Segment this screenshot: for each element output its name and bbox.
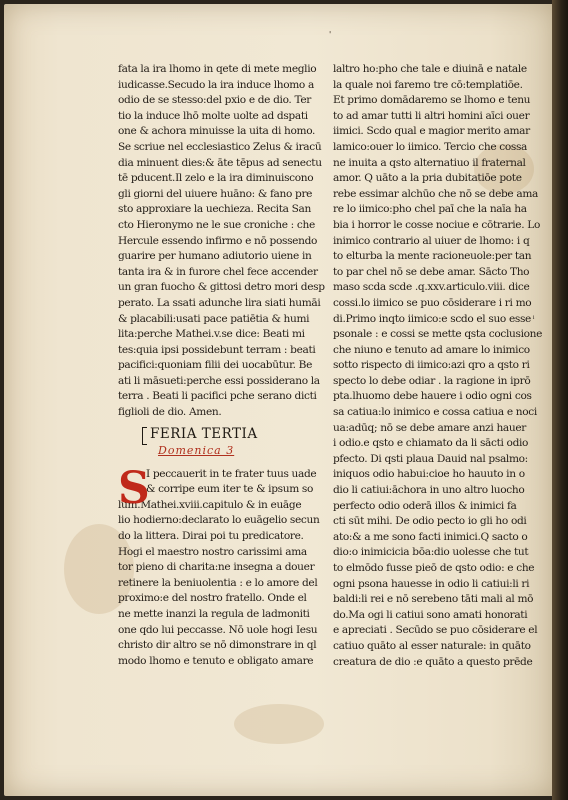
text-line: to elturba la mente racioneuole:per tan — [333, 250, 532, 263]
text-line: tes:quia ipsi possidebunt terram : beati — [118, 343, 316, 356]
text-line: one & achora minuisse la uita di homo. — [118, 125, 316, 138]
text-line: iniquos odio habui:cioe ho hauuto in o — [333, 468, 525, 481]
right-text-column — [333, 62, 547, 670]
text-line: fata la ira lhomo in qete di mete meglio — [118, 63, 317, 75]
text-line: maso scda scde .q.xxv.articulo.viii. dice — [333, 281, 530, 294]
heading-bracket — [142, 427, 147, 445]
text-line: tio la induce lhō molte uolte ad dspati — [118, 109, 308, 122]
text-line: amor. Q uāto a la pria dubitatiōe pote — [333, 172, 522, 185]
text-line: & corripe eum iter te & ipsum so — [146, 483, 314, 496]
paper-stain — [234, 704, 324, 744]
text-line: pacifici:quoniam filii dei uocabūtur. Be — [118, 359, 313, 372]
text-line: ne inuita a qsto alternatiuo il fraternal — [333, 156, 526, 169]
text-line: tor pieno di charita:ne insegna a douer — [118, 561, 315, 574]
text-line: & placabili:usati pace patiētia & humi — [118, 312, 310, 325]
text-line: tē pducent.Il zelo e la ira diminuiscono — [118, 172, 314, 185]
right-column-lines — [333, 62, 547, 670]
text-line: Et primo domādaremo se lhomo e tenu — [333, 94, 531, 107]
text-line: pfecto. Di qsti plaua Dauid nal psalmo: — [333, 452, 528, 465]
text-line: i odio.e qsto e chiamato da li sācti odio — [333, 437, 529, 450]
text-line: retinere la beniuolentia : e lo amore del — [118, 576, 318, 589]
text-line: tanta ira & in furore chel fece accender — [118, 265, 318, 278]
text-line: figlioli de dio. Amen. — [118, 406, 222, 419]
left-text-column — [118, 62, 326, 669]
text-line: to par chel nō se debe amar. Sācto Tho — [333, 265, 530, 278]
text-line: lio hodierno:declarato lo euāgelio secun — [118, 514, 320, 527]
text-line: christo dir altro se nō dimonstrare in ql — [118, 639, 317, 652]
drop-cap-lines — [118, 467, 326, 498]
text-line: perfecto odio oderā illos & inimici fa — [333, 499, 517, 512]
text-line: to ad amar tutti li altri homini aīci ouer — [333, 109, 530, 122]
text-line: ne mette inanzi la regula de ladmoniti — [118, 608, 310, 620]
text-line: modo lhomo e tenuto e obligato amare — [118, 654, 314, 667]
text-line: I peccauerit in te frater tuus uade — [146, 467, 317, 480]
text-line: ua:adūq; nō se debe amare anzi hauer — [333, 421, 527, 434]
text-line: re lo iimico:pho chel paī che la naīa ha — [333, 203, 527, 216]
text-line: one qdo lui peccasse. Nō uole hogi Iesu — [118, 623, 318, 636]
text-line: Hercule essendo infirmo e nō possendo — [118, 234, 318, 247]
text-line: creatura de dio :e quāto a questo prēde — [333, 655, 533, 668]
text-line: perato. La ssati adunche lira siati humāi — [118, 296, 321, 309]
text-line: psonale : e cossi se mette qsta coclusione — [333, 328, 543, 341]
text-line: e apreciati . Secūdo se puo cōsiderare el — [333, 624, 538, 637]
text-line: inimico contrario al uiuer de lhomo: i q — [333, 234, 530, 247]
text-line: sotto rispecto di iimico:azi qro a qsto ri — [333, 359, 530, 372]
text-line: catiuo quāto al esser naturale: in quāto — [333, 639, 531, 652]
section-heading-block — [118, 427, 326, 461]
text-line: terra . Beati li pacifici pche serano dicti — [118, 390, 317, 403]
text-line: dio li catiui:āchora in uno altro luocho — [333, 484, 525, 497]
text-line: do la littera. Dirai poi tu predicatore. — [118, 530, 304, 543]
text-line: specto lo debe odiar . la ragione in iprō — [333, 374, 531, 387]
handwritten-annotation: Domenica 3 — [158, 443, 235, 457]
text-line: laltro ho:pho che tale e diuinā e natale — [333, 63, 527, 75]
text-line: la quale noi faremo tre cō:templatiōe. — [333, 78, 523, 91]
text-line: dio:o inimicicia bōa:dio uolesse che tut — [333, 546, 529, 559]
text-line: ati li māsueti:perche essi possiderano la — [118, 374, 320, 387]
page-edge-shadow — [552, 0, 568, 800]
text-line: ato:& a me sono facti inimici.Q sacto o — [333, 530, 528, 543]
text-line: bia i horror le cosse nociue e cōtrarie. Lo — [333, 218, 540, 231]
text-line: lita:perche Mathei.v.se dice: Beati mi — [118, 328, 305, 341]
text-line: proximo:e del nostro fratello. Onde el — [118, 592, 307, 605]
left-column-top-lines — [118, 62, 326, 421]
text-line: to elmōdo fusse pieō de qsto odio: e che — [333, 562, 535, 574]
text-line: dia minuent dies:& āte tēpus ad senectu — [118, 156, 322, 169]
text-line: gli giorni del uiuere huāno: & fano pre — [118, 187, 313, 200]
text-line: iimici. Scdo qual e magior merito amar — [333, 125, 530, 138]
text-line: cti sūt mihi. De odio pecto io gli ho odi — [333, 515, 527, 528]
text-line: ogni psona hauesse in odio li catiui:li ri — [333, 577, 530, 590]
text-line: odio de se stesso:del pxio e de dio. Ter — [118, 94, 311, 107]
text-line: lamico:ouer lo iimico. Tercio che cossa — [333, 140, 528, 153]
left-column-bottom-lines — [118, 498, 326, 670]
text-line: di.Primo inqto iimico:e scdo el suo esse ͥ — [333, 312, 534, 325]
page-mark: ' — [329, 30, 332, 39]
text-line: sto approxiare la uechieza. Recita San — [118, 203, 311, 216]
text-line: iudicasse.Secudo la ira induce lhomo a — [118, 78, 314, 91]
text-line: do.Ma ogi li catiui sono amati honorati — [333, 608, 528, 621]
text-line: Hogi el maestro nostro carissimi ama — [118, 545, 307, 558]
text-line: baldi:li rei e nō serebeno tāti mali al mō — [333, 593, 534, 606]
text-line: rebe essimar alchūo che nō se debe ama — [333, 187, 538, 200]
section-heading: FERIA TERTIA — [150, 425, 258, 442]
text-line: guarire per humano adiutorio uiene in — [118, 250, 312, 263]
text-line: sa catiua:lo inimico e cossa catiua e noci — [333, 406, 537, 419]
text-line: cossi.lo iimico se puo cōsiderare i ri mo — [333, 296, 532, 309]
text-line: lum.Mathei.xviii.capitulo & in euāge — [118, 498, 302, 511]
drop-cap-initial: S — [118, 462, 150, 514]
text-line: cto Hieronymo ne le sue croniche : che — [118, 218, 315, 231]
text-line: pta.lhuomo debe hauere i odio ogni cos — [333, 390, 532, 403]
text-line: Se scriue nel ecclesiastico Zelus & iracū — [118, 140, 322, 153]
text-line: un gran fuocho & gittosi detro mori desp — [118, 281, 325, 294]
text-line: che niuno e tenuto ad amare lo inimico — [333, 343, 530, 356]
